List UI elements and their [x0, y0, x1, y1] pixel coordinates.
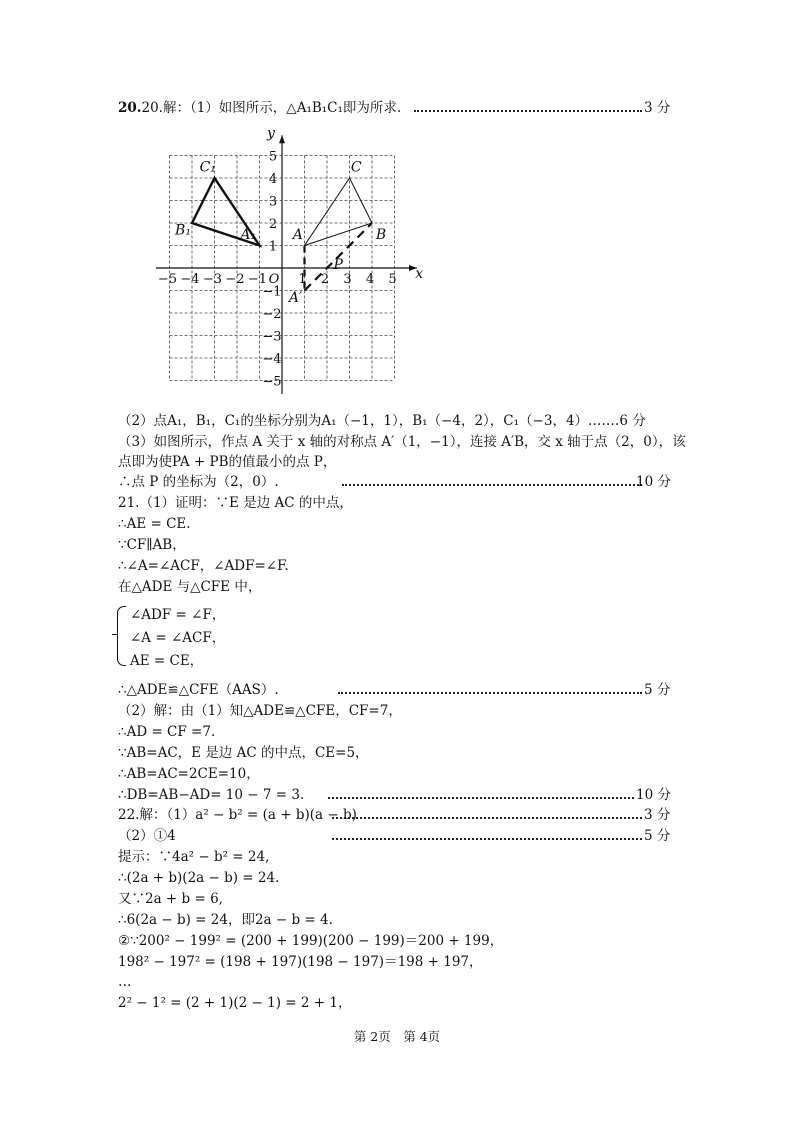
q22-line7: ②∵200² − 199² = (200 + 199)(200 − 199)＝200 + 199，: [118, 933, 504, 949]
q22-line9: …: [118, 974, 132, 990]
x-tick-label: 1: [298, 272, 307, 287]
x-tick-label: −2: [225, 272, 245, 287]
q21-line1: 21.（1）证明：∵E 是边 AC 的中点，: [118, 495, 353, 511]
system-brace: [117, 606, 126, 666]
y-tick-label: 3: [268, 194, 278, 210]
label-c: C: [350, 159, 362, 176]
triangle-abc: [305, 178, 373, 246]
y-axis-label: y: [267, 130, 275, 142]
score-leader: [342, 484, 642, 486]
score-q22-2: 5 分: [644, 828, 671, 844]
origin-label: O: [268, 272, 280, 287]
axes: [156, 135, 417, 394]
score-q20-3: 10 分: [636, 474, 671, 490]
score-leader: [414, 110, 642, 112]
score-q22-1: 3 分: [644, 807, 671, 823]
x-tick-label: 5: [388, 272, 397, 287]
tick-labels: [158, 130, 423, 390]
label-p: P: [333, 257, 343, 274]
score-leader: [338, 692, 642, 694]
q21-line4: ∴∠A=∠ACF，∠ADF=∠F.: [118, 558, 289, 574]
q20-header-text: 20.解：（1）如图所示，△A₁B₁C₁即为所求.: [141, 100, 402, 116]
label-a: A: [292, 226, 303, 243]
y-tick-label: 4: [268, 172, 278, 187]
x-tick-label: 4: [365, 272, 375, 287]
q21-line5: 在△ADE 与△CFE 中，: [118, 579, 262, 595]
q21-line3: ∵CF∥AB，: [118, 537, 186, 553]
q22-line6: ∴6(2a − b) = 24，即2a − b = 4.: [118, 912, 333, 928]
q22-line10: 2² − 1² = (2 + 1)(2 − 1) = 2 + 1，: [118, 995, 352, 1011]
x-tick-label: −1: [247, 272, 268, 287]
q21-line11: ∴DB=AB−AD= 10 − 7 = 3.: [118, 787, 305, 803]
y-axis-arrow-icon: [279, 135, 285, 143]
y-tick-label: 2: [268, 217, 278, 232]
label-a-prime: A′: [288, 289, 303, 306]
label-c1: C₁: [199, 159, 216, 176]
q21-line7: （2）解：由（1）知△ADE≌△CFE，CF=7，: [118, 703, 402, 719]
label-b1: B₁: [175, 222, 191, 239]
q21-condition1: ∠ADF = ∠F，: [130, 607, 226, 623]
y-tick-label: −5: [262, 374, 282, 390]
score-leader: [332, 817, 642, 819]
q22-line4: ∴(2a + b)(2a − b) = 24.: [118, 870, 280, 886]
y-tick-label: −1: [262, 284, 282, 300]
x-tick-label: 2: [320, 272, 330, 287]
y-tick-label: −2: [262, 307, 282, 322]
q22-line8: 198² − 197² = (198 + 197)(198 − 197)＝198 + 197，: [118, 954, 483, 970]
y-tick-label: −3: [262, 329, 282, 345]
score-q20-1: 3 分: [644, 100, 671, 116]
score-leader: [332, 838, 642, 840]
q21-line9: ∵AB=AC，E 是边 AC 的中点，CE=5，: [118, 745, 369, 761]
coordinate-graph: [0, 130, 794, 430]
q22-line2: （2）①4: [118, 828, 176, 844]
q21-condition2: ∠A = ∠ACF，: [130, 630, 226, 646]
y-tick-label: 1: [268, 239, 278, 255]
q21-condition3: AE = CE，: [130, 653, 204, 669]
q21-line6: ∴△ADE≌△CFE（AAS）.: [118, 682, 279, 698]
q21-line10: ∴AB=AC=2CE=10，: [118, 766, 260, 782]
x-tick-label: 3: [343, 272, 352, 287]
x-axis-label: x: [415, 266, 424, 282]
q21-line2: ∴AE = CE.: [118, 516, 191, 532]
q20-part2: （2）点A₁，B₁，C₁的坐标分别为A₁（−1，1），B₁（−4，2），C₁（−3，4）.……6 分: [118, 413, 646, 429]
label-a1: A₁: [240, 226, 257, 243]
q20-answer: ∴点 P 的坐标为（2，0）.: [118, 474, 279, 490]
label-b: B: [375, 226, 387, 243]
score-leader: [328, 797, 634, 799]
x-tick-label: −4: [180, 272, 200, 287]
q22-line3: 提示：∵4a² − b² = 24,: [118, 849, 270, 865]
q20-header: 20.20.解：（1）如图所示，△A₁B₁C₁即为所求.: [118, 100, 402, 116]
y-tick-label: −4: [262, 352, 282, 367]
q21-line8: ∴AD = CF =7.: [118, 724, 216, 740]
x-tick-label: −3: [202, 272, 223, 287]
q22-line1: 22.解：（1）a² − b² = (a + b)(a − b): [118, 807, 357, 823]
q20-part3: （3）如图所示，作点 A 关于 x 轴的对称点 A′（1，−1），连接 A′B，交 x 轴于点（2，0），该: [118, 434, 686, 450]
system-brace-notch: [112, 634, 118, 635]
x-tick-label: −5: [157, 272, 178, 287]
score-q21-1: 5 分: [644, 682, 671, 698]
page-footer: 第 2页 第 4页: [353, 1029, 441, 1044]
q20-part3-cont: 点即为使PA + PB的值最小的点 P，: [118, 454, 337, 470]
y-tick-label: 5: [268, 149, 278, 165]
q22-line5: 又∵2a + b = 6,: [118, 891, 223, 907]
score-q21-2: 10 分: [636, 787, 671, 803]
